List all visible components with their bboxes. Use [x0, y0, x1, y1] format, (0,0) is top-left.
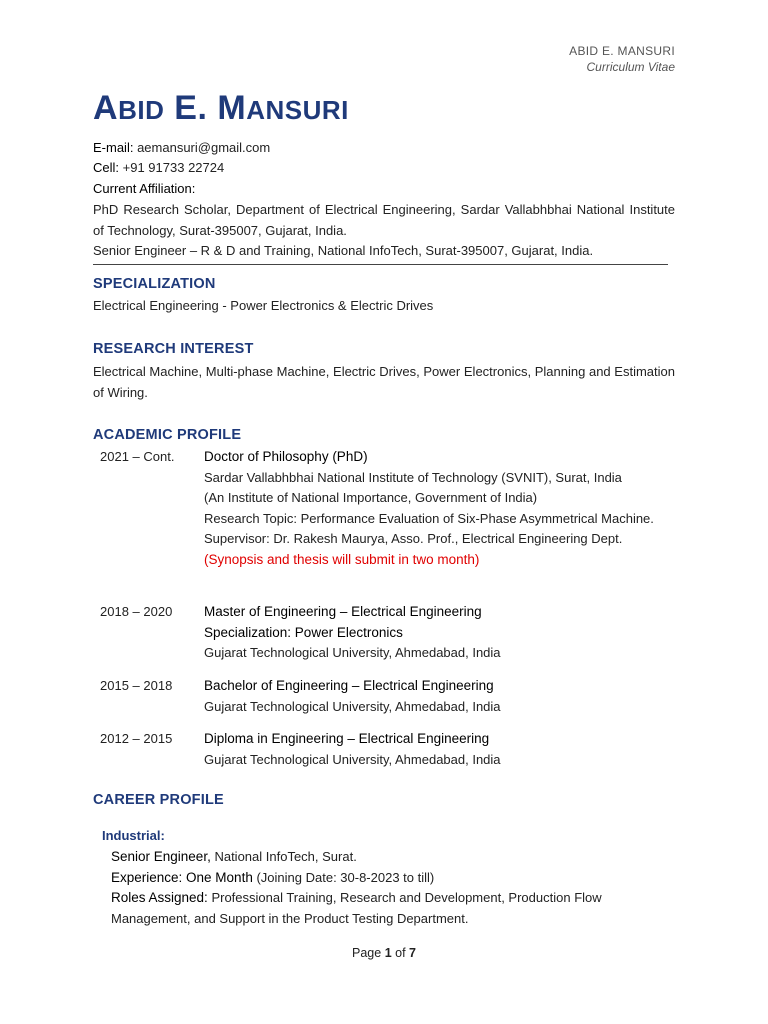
cell-value: +91 91733 22724 [122, 160, 225, 175]
me-degree: Master of Engineering – Electrical Engineering [204, 604, 482, 619]
diploma-university: Gujarat Technological University, Ahmedabad, India [204, 751, 501, 767]
diploma-entry [204, 729, 667, 770]
of-word: of [395, 946, 406, 960]
roles-value: Professional Training, Research and Development, Production Flow Management, and Support in the Product Testing Department. [111, 890, 602, 926]
be-years: 2015 – 2018 [100, 678, 173, 693]
be-entry [204, 676, 667, 717]
specialization-heading: SPECIALIZATION [93, 276, 216, 292]
page-total: 7 [409, 946, 416, 960]
phd-status-note: (Synopsis and thesis will submit in two month) [204, 551, 480, 567]
roles-label: Roles Assigned: [111, 890, 208, 905]
phd-supervisor: Supervisor: Dr. Rakesh Maurya, Asso. Prof., Electrical Engineering Dept. [204, 531, 623, 546]
cell-line [93, 158, 675, 179]
me-years: 2018 – 2020 [100, 604, 173, 619]
experience-line [111, 868, 675, 889]
phd-research-topic: Research Topic: Performance Evaluation of Six-Phase Asymmetrical Machine. [204, 510, 654, 526]
email-line [93, 138, 675, 159]
affiliation-label: Current Affiliation: [93, 181, 196, 196]
page-footer [0, 946, 768, 960]
affiliation-line-1: PhD Research Scholar, Department of Electrical Engineering, Sardar Vallabhbhai National Institute of Technology, Surat-395007, Gujarat, India. [93, 202, 675, 238]
me-specialization: Specialization: Power Electronics [204, 624, 403, 640]
specialization-text: Electrical Engineering - Power Electronics & Electric Drives [93, 298, 434, 313]
email-label: E-mail: [93, 140, 134, 155]
academic-profile-heading: ACADEMIC PROFILE [93, 427, 242, 443]
research-interest-text: Electrical Machine, Multi-phase Machine, Electric Drives, Power Electronics, Planning and Estimation of Wiring. [93, 364, 675, 400]
position-line [111, 847, 675, 868]
experience-value: (Joining Date: 30-8-2023 to till) [256, 870, 435, 885]
research-interest-heading: RESEARCH INTEREST [93, 341, 254, 357]
affiliation-line-2: Senior Engineer – R & D and Training, National InfoTech, Surat-395007, Gujarat, India. [93, 243, 594, 258]
page-current: 1 [384, 946, 392, 960]
running-header-name: ABID E. MANSURI [569, 44, 675, 58]
be-university: Gujarat Technological University, Ahmedabad, India [204, 698, 501, 714]
roles-line [111, 888, 675, 929]
position-value: National InfoTech, Surat. [214, 849, 357, 864]
position-label: Senior Engineer, [111, 849, 211, 864]
cell-label: Cell: [93, 160, 120, 175]
diploma-years: 2012 – 2015 [100, 731, 173, 746]
header-divider [93, 264, 668, 265]
me-university: Gujarat Technological University, Ahmedabad, India [204, 645, 501, 660]
diploma-degree: Diploma in Engineering – Electrical Engineering [204, 731, 490, 746]
industrial-subheading: Industrial: [102, 828, 165, 843]
phd-entry [204, 447, 667, 570]
me-entry [204, 602, 667, 664]
phd-years: 2021 – Cont. [100, 449, 175, 464]
experience-label: Experience: One Month [111, 870, 253, 885]
phd-degree: Doctor of Philosophy (PhD) [204, 449, 368, 464]
email-value: aemansuri@gmail.com [137, 140, 271, 155]
cv-name-title: ABID E. MANSURI [93, 89, 349, 127]
phd-institute: Sardar Vallabhbhai National Institute of Technology (SVNIT), Surat, India [204, 469, 622, 485]
page-word: Page [352, 946, 382, 960]
be-degree: Bachelor of Engineering – Electrical Engineering [204, 678, 494, 693]
running-header-subtitle: Curriculum Vitae [586, 60, 675, 74]
phd-institute-note: (An Institute of National Importance, Government of India) [204, 490, 538, 505]
career-profile-heading: CAREER PROFILE [93, 792, 224, 808]
running-header [569, 43, 675, 75]
